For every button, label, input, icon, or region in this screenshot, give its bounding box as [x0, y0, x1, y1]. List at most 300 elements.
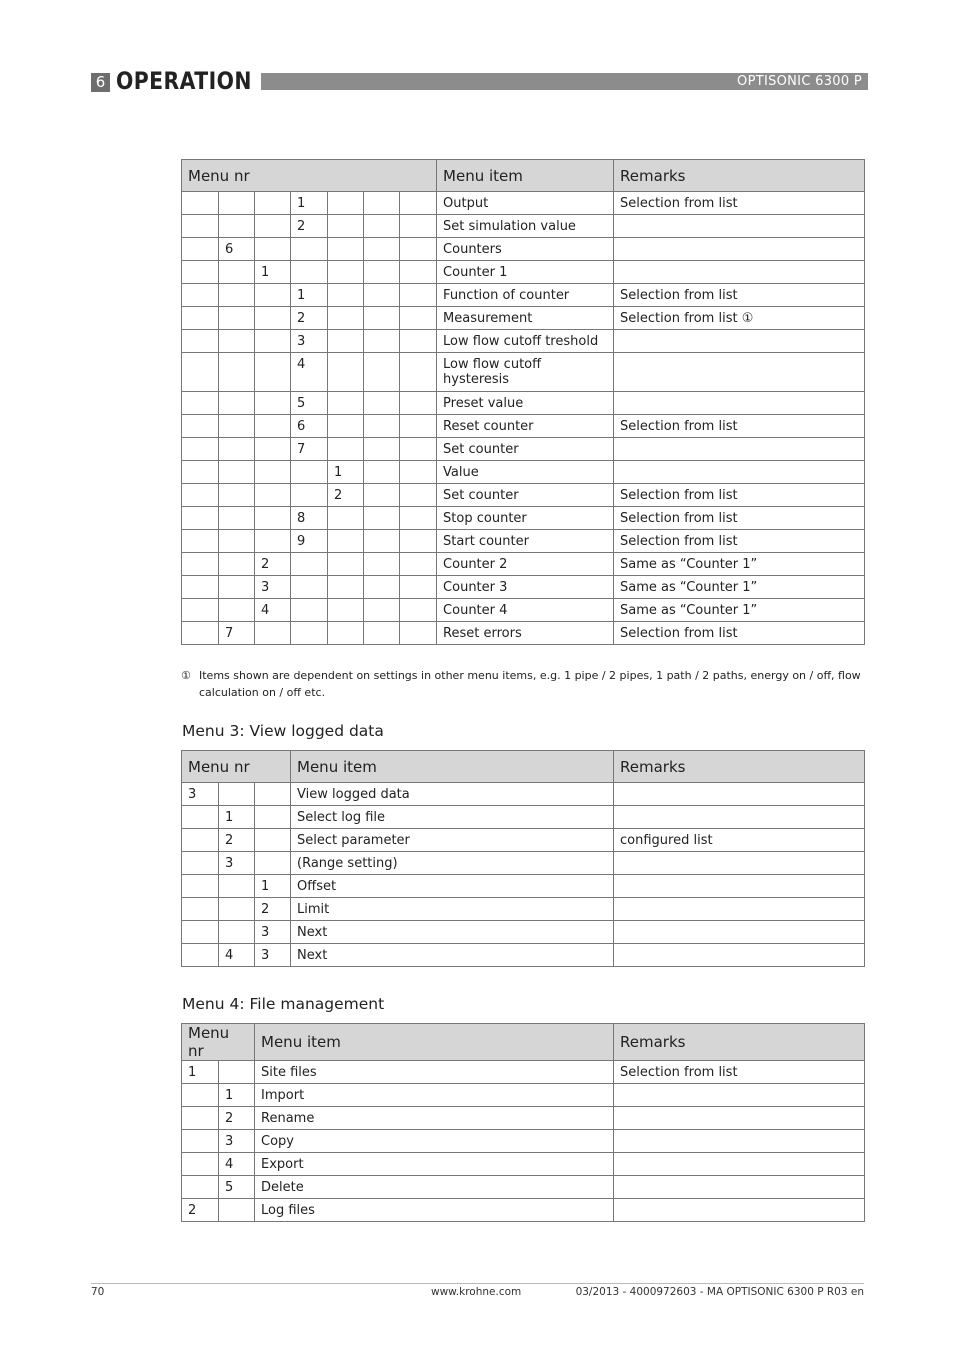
table-row: [182, 1153, 865, 1176]
table-row: [182, 1061, 865, 1084]
menu-nr-cell: [255, 622, 291, 645]
menu-nr-cell: [219, 507, 255, 530]
table-row: [182, 1130, 865, 1153]
menu-table-file-management: [181, 1023, 865, 1222]
menu-nr-cell: [255, 330, 291, 353]
menu-nr-cell: 3: [255, 921, 291, 944]
menu-nr-cell: [328, 192, 364, 215]
menu-item-cell: Set counter: [437, 484, 614, 507]
menu-nr-cell: [255, 507, 291, 530]
menu-item-cell: Start counter: [437, 530, 614, 553]
menu-nr-cell: [400, 599, 437, 622]
header-menu-nr: Menu nr: [182, 751, 291, 783]
table-row: [182, 461, 865, 484]
menu-nr-cell: [400, 330, 437, 353]
menu-item-cell: Reset errors: [437, 622, 614, 645]
menu-nr-cell: [182, 829, 219, 852]
menu-nr-cell: 1: [291, 192, 328, 215]
menu-item-cell: Log files: [255, 1199, 614, 1222]
menu-nr-cell: [182, 875, 219, 898]
menu-nr-cell: [219, 875, 255, 898]
menu-nr-cell: [364, 284, 400, 307]
menu-nr-cell: [400, 261, 437, 284]
menu-nr-cell: [255, 392, 291, 415]
menu-nr-cell: [182, 261, 219, 284]
menu-nr-cell: [291, 461, 328, 484]
menu-nr-cell: 4: [291, 353, 328, 392]
menu-nr-cell: 3: [291, 330, 328, 353]
table-body: [182, 1061, 865, 1222]
remarks-cell: [614, 1107, 865, 1130]
menu-item-cell: Copy: [255, 1130, 614, 1153]
menu-nr-cell: [400, 484, 437, 507]
table-row: [182, 1199, 865, 1222]
header-menu-item: Menu item: [437, 160, 614, 192]
menu-nr-cell: [291, 553, 328, 576]
footer-divider: [91, 1283, 864, 1284]
menu-nr-cell: [219, 1199, 255, 1222]
header-menu-nr: Menu nr: [182, 160, 437, 192]
menu-nr-cell: [364, 461, 400, 484]
menu-item-cell: Preset value: [437, 392, 614, 415]
remarks-cell: Selection from list: [614, 484, 865, 507]
table-row: [182, 261, 865, 284]
menu-nr-cell: [182, 192, 219, 215]
menu-item-cell: (Range setting): [291, 852, 614, 875]
remarks-cell: [614, 261, 865, 284]
menu-nr-cell: [364, 353, 400, 392]
menu-nr-cell: [400, 576, 437, 599]
header-remarks: Remarks: [614, 160, 865, 192]
menu-nr-cell: [182, 215, 219, 238]
remarks-cell: [614, 392, 865, 415]
menu-nr-cell: [364, 576, 400, 599]
menu-nr-cell: 5: [219, 1176, 255, 1199]
footer-document-reference: 03/2013 - 4000972603 - MA OPTISONIC 6300 P R03 en: [575, 1286, 864, 1298]
menu-nr-cell: 1: [328, 461, 364, 484]
table-row: [182, 215, 865, 238]
menu-nr-cell: [182, 284, 219, 307]
table-row: [182, 806, 865, 829]
menu-nr-cell: [328, 284, 364, 307]
remarks-cell: [614, 783, 865, 806]
menu-nr-cell: 1: [255, 875, 291, 898]
product-name: OPTISONIC 6300 P: [737, 74, 862, 89]
menu-nr-cell: [182, 576, 219, 599]
table-row: [182, 507, 865, 530]
menu-nr-cell: [182, 392, 219, 415]
menu-nr-cell: [219, 576, 255, 599]
menu-nr-cell: 2: [255, 553, 291, 576]
menu-nr-cell: 3: [219, 852, 255, 875]
menu-item-cell: Reset counter: [437, 415, 614, 438]
menu-table-counters: [181, 159, 865, 645]
menu-nr-cell: [182, 806, 219, 829]
remarks-cell: [614, 1176, 865, 1199]
menu-nr-cell: [255, 415, 291, 438]
table-row: [182, 438, 865, 461]
menu-nr-cell: [364, 599, 400, 622]
menu-nr-cell: [182, 1107, 219, 1130]
remarks-cell: Selection from list: [614, 530, 865, 553]
menu-nr-cell: [328, 415, 364, 438]
table-row: [182, 353, 865, 392]
menu-nr-cell: [255, 307, 291, 330]
menu-item-cell: Import: [255, 1084, 614, 1107]
menu-item-cell: View logged data: [291, 783, 614, 806]
menu-nr-cell: [364, 530, 400, 553]
menu-nr-cell: 2: [219, 829, 255, 852]
menu-item-cell: Counter 1: [437, 261, 614, 284]
remarks-cell: [614, 1199, 865, 1222]
remarks-cell: [614, 215, 865, 238]
menu-nr-cell: 7: [219, 622, 255, 645]
menu-nr-cell: [219, 415, 255, 438]
menu-nr-cell: [364, 330, 400, 353]
table-row: [182, 875, 865, 898]
menu-nr-cell: [364, 415, 400, 438]
menu-nr-cell: [291, 484, 328, 507]
menu-nr-cell: 3: [255, 576, 291, 599]
header-menu-item: Menu item: [291, 751, 614, 783]
remarks-cell: [614, 806, 865, 829]
menu-nr-cell: [182, 438, 219, 461]
menu-nr-cell: [219, 898, 255, 921]
menu-item-cell: Offset: [291, 875, 614, 898]
remarks-cell: [614, 1084, 865, 1107]
menu-nr-cell: [364, 484, 400, 507]
menu-nr-cell: [182, 353, 219, 392]
menu-nr-cell: [328, 507, 364, 530]
menu-item-cell: Low flow cutoff hysteresis: [437, 353, 614, 392]
table-row: [182, 284, 865, 307]
menu-nr-cell: 4: [255, 599, 291, 622]
remarks-cell: [614, 852, 865, 875]
page-header: [91, 67, 868, 95]
menu-nr-cell: [255, 829, 291, 852]
menu-nr-cell: [364, 192, 400, 215]
table-row: [182, 530, 865, 553]
menu-nr-cell: [219, 783, 255, 806]
menu-nr-cell: [328, 307, 364, 330]
menu-nr-cell: [182, 330, 219, 353]
header-menu-nr: Menu nr: [182, 1024, 255, 1061]
remarks-cell: [614, 353, 865, 392]
menu-nr-cell: [182, 921, 219, 944]
menu-nr-cell: 2: [291, 215, 328, 238]
remarks-cell: Selection from list ①: [614, 307, 865, 330]
remarks-cell: Same as “Counter 1”: [614, 553, 865, 576]
table-row: [182, 192, 865, 215]
table-row: [182, 1084, 865, 1107]
remarks-cell: [614, 461, 865, 484]
menu-nr-cell: [219, 215, 255, 238]
menu-nr-cell: [291, 622, 328, 645]
menu-nr-cell: [291, 599, 328, 622]
menu-nr-cell: [400, 438, 437, 461]
menu-item-cell: Stop counter: [437, 507, 614, 530]
menu-nr-cell: [328, 261, 364, 284]
menu-nr-cell: [328, 576, 364, 599]
menu-nr-cell: [219, 192, 255, 215]
menu-nr-cell: [400, 192, 437, 215]
menu-table-view-logged-data: [181, 750, 865, 967]
table-row: [182, 783, 865, 806]
menu-nr-cell: [328, 530, 364, 553]
menu-nr-cell: [364, 392, 400, 415]
menu-nr-cell: [400, 307, 437, 330]
menu-item-cell: Export: [255, 1153, 614, 1176]
menu-item-cell: Counter 3: [437, 576, 614, 599]
remarks-cell: [614, 921, 865, 944]
remarks-cell: [614, 438, 865, 461]
remarks-cell: Selection from list: [614, 284, 865, 307]
menu-nr-cell: [219, 261, 255, 284]
menu-nr-cell: 4: [219, 1153, 255, 1176]
table-row: [182, 553, 865, 576]
menu-nr-cell: [328, 438, 364, 461]
menu-nr-cell: [291, 238, 328, 261]
table-row: [182, 576, 865, 599]
menu-nr-cell: [328, 238, 364, 261]
menu-nr-cell: 6: [291, 415, 328, 438]
menu-nr-cell: 2: [182, 1199, 219, 1222]
menu-item-cell: Output: [437, 192, 614, 215]
menu-nr-cell: [328, 622, 364, 645]
menu-nr-cell: [182, 852, 219, 875]
menu-nr-cell: [291, 576, 328, 599]
table-row: [182, 852, 865, 875]
footnote-mark: ①: [181, 669, 191, 682]
remarks-cell: [614, 1130, 865, 1153]
remarks-cell: Selection from list: [614, 192, 865, 215]
header-remarks: Remarks: [614, 1024, 865, 1061]
table-row: [182, 392, 865, 415]
menu-nr-cell: 6: [219, 238, 255, 261]
menu-item-cell: Limit: [291, 898, 614, 921]
menu-nr-cell: 2: [255, 898, 291, 921]
table-row: [182, 1107, 865, 1130]
menu-nr-cell: 1: [219, 1084, 255, 1107]
menu-nr-cell: [364, 553, 400, 576]
remarks-cell: Selection from list: [614, 507, 865, 530]
menu-nr-cell: [182, 1153, 219, 1176]
section-title-menu-4: Menu 4: File management: [182, 995, 385, 1013]
table-row: [182, 599, 865, 622]
menu-nr-cell: [182, 530, 219, 553]
menu-nr-cell: [219, 284, 255, 307]
menu-nr-cell: [182, 415, 219, 438]
menu-nr-cell: [364, 438, 400, 461]
menu-item-cell: Set counter: [437, 438, 614, 461]
menu-item-cell: Rename: [255, 1107, 614, 1130]
table-body: [182, 192, 865, 645]
menu-nr-cell: [255, 852, 291, 875]
table-row: [182, 622, 865, 645]
table-row: [182, 898, 865, 921]
menu-nr-cell: [255, 806, 291, 829]
menu-nr-cell: [400, 215, 437, 238]
menu-nr-cell: [219, 484, 255, 507]
menu-nr-cell: 2: [219, 1107, 255, 1130]
menu-nr-cell: [219, 461, 255, 484]
menu-nr-cell: [400, 353, 437, 392]
menu-item-cell: Low flow cutoff treshold: [437, 330, 614, 353]
menu-item-cell: Select parameter: [291, 829, 614, 852]
menu-nr-cell: [400, 415, 437, 438]
menu-nr-cell: [328, 353, 364, 392]
menu-nr-cell: 9: [291, 530, 328, 553]
menu-nr-cell: [219, 530, 255, 553]
menu-nr-cell: 1: [219, 806, 255, 829]
menu-nr-cell: [400, 507, 437, 530]
menu-nr-cell: [219, 392, 255, 415]
table-row: [182, 829, 865, 852]
menu-item-cell: Value: [437, 461, 614, 484]
menu-nr-cell: [182, 622, 219, 645]
chapter-title: OPERATION: [116, 67, 252, 95]
menu-nr-cell: [400, 284, 437, 307]
table-row: [182, 415, 865, 438]
menu-nr-cell: [182, 898, 219, 921]
menu-nr-cell: [182, 307, 219, 330]
menu-nr-cell: [219, 307, 255, 330]
menu-nr-cell: [182, 944, 219, 967]
menu-nr-cell: [364, 307, 400, 330]
menu-nr-cell: [182, 1084, 219, 1107]
menu-nr-cell: [219, 599, 255, 622]
menu-nr-cell: [182, 461, 219, 484]
menu-nr-cell: [400, 622, 437, 645]
remarks-cell: [614, 330, 865, 353]
menu-nr-cell: [255, 438, 291, 461]
menu-item-cell: Counter 2: [437, 553, 614, 576]
menu-nr-cell: [255, 461, 291, 484]
menu-item-cell: Next: [291, 921, 614, 944]
menu-nr-cell: [328, 330, 364, 353]
menu-item-cell: Next: [291, 944, 614, 967]
table-row: [182, 944, 865, 967]
menu-nr-cell: 3: [255, 944, 291, 967]
menu-nr-cell: 5: [291, 392, 328, 415]
menu-nr-cell: [328, 392, 364, 415]
menu-nr-cell: [255, 284, 291, 307]
remarks-cell: [614, 1153, 865, 1176]
menu-nr-cell: [182, 507, 219, 530]
table-row: [182, 307, 865, 330]
menu-nr-cell: [291, 261, 328, 284]
menu-nr-cell: 7: [291, 438, 328, 461]
menu-nr-cell: [255, 783, 291, 806]
remarks-cell: [614, 944, 865, 967]
menu-nr-cell: [364, 238, 400, 261]
header-menu-item: Menu item: [255, 1024, 614, 1061]
menu-nr-cell: [400, 461, 437, 484]
menu-item-cell: Counter 4: [437, 599, 614, 622]
remarks-cell: configured list: [614, 829, 865, 852]
menu-nr-cell: [255, 484, 291, 507]
menu-nr-cell: 2: [291, 307, 328, 330]
menu-nr-cell: [182, 484, 219, 507]
table-row: [182, 238, 865, 261]
footnote-text: Items shown are dependent on settings in other menu items, e.g. 1 pipe / 2 pipes, 1 path / 2 paths, energy on / off, flow calculation on / off etc.: [199, 669, 861, 699]
menu-nr-cell: 3: [182, 783, 219, 806]
menu-item-cell: Delete: [255, 1176, 614, 1199]
remarks-cell: [614, 875, 865, 898]
menu-nr-cell: [364, 261, 400, 284]
menu-item-cell: Counters: [437, 238, 614, 261]
remarks-cell: [614, 898, 865, 921]
table-row: [182, 330, 865, 353]
page-number: 70: [91, 1286, 105, 1298]
menu-nr-cell: [219, 921, 255, 944]
menu-nr-cell: [364, 215, 400, 238]
header-remarks: Remarks: [614, 751, 865, 783]
menu-nr-cell: [255, 353, 291, 392]
menu-item-cell: Function of counter: [437, 284, 614, 307]
remarks-cell: Same as “Counter 1”: [614, 599, 865, 622]
menu-nr-cell: [182, 553, 219, 576]
menu-nr-cell: [219, 353, 255, 392]
menu-item-cell: Measurement: [437, 307, 614, 330]
menu-item-cell: Site files: [255, 1061, 614, 1084]
menu-nr-cell: 1: [291, 284, 328, 307]
menu-nr-cell: 1: [255, 261, 291, 284]
remarks-cell: Same as “Counter 1”: [614, 576, 865, 599]
menu-nr-cell: 2: [328, 484, 364, 507]
menu-nr-cell: [219, 438, 255, 461]
menu-nr-cell: 1: [182, 1061, 219, 1084]
remarks-cell: Selection from list: [614, 1061, 865, 1084]
menu-nr-cell: [400, 238, 437, 261]
remarks-cell: Selection from list: [614, 622, 865, 645]
menu-item-cell: Select log file: [291, 806, 614, 829]
menu-nr-cell: [219, 553, 255, 576]
menu-nr-cell: [182, 238, 219, 261]
table-body: [182, 783, 865, 967]
menu-nr-cell: [219, 1061, 255, 1084]
menu-nr-cell: [255, 192, 291, 215]
table-row: [182, 1176, 865, 1199]
chapter-number: 6: [91, 73, 110, 92]
menu-nr-cell: [328, 215, 364, 238]
menu-nr-cell: [182, 599, 219, 622]
menu-nr-cell: [364, 622, 400, 645]
menu-nr-cell: [328, 599, 364, 622]
menu-nr-cell: 8: [291, 507, 328, 530]
menu-nr-cell: [328, 553, 364, 576]
menu-item-cell: Set simulation value: [437, 215, 614, 238]
section-title-menu-3: Menu 3: View logged data: [182, 722, 384, 740]
header-bar: [261, 73, 868, 90]
table-row: [182, 484, 865, 507]
footer-website: www.krohne.com: [431, 1286, 522, 1298]
menu-nr-cell: [400, 530, 437, 553]
menu-nr-cell: 4: [219, 944, 255, 967]
menu-nr-cell: [364, 507, 400, 530]
menu-nr-cell: [400, 553, 437, 576]
menu-nr-cell: [255, 530, 291, 553]
footnote: [181, 667, 864, 701]
remarks-cell: [614, 238, 865, 261]
menu-nr-cell: 3: [219, 1130, 255, 1153]
remarks-cell: Selection from list: [614, 415, 865, 438]
menu-nr-cell: [182, 1176, 219, 1199]
menu-nr-cell: [255, 215, 291, 238]
menu-nr-cell: [182, 1130, 219, 1153]
table-row: [182, 921, 865, 944]
menu-nr-cell: [219, 330, 255, 353]
